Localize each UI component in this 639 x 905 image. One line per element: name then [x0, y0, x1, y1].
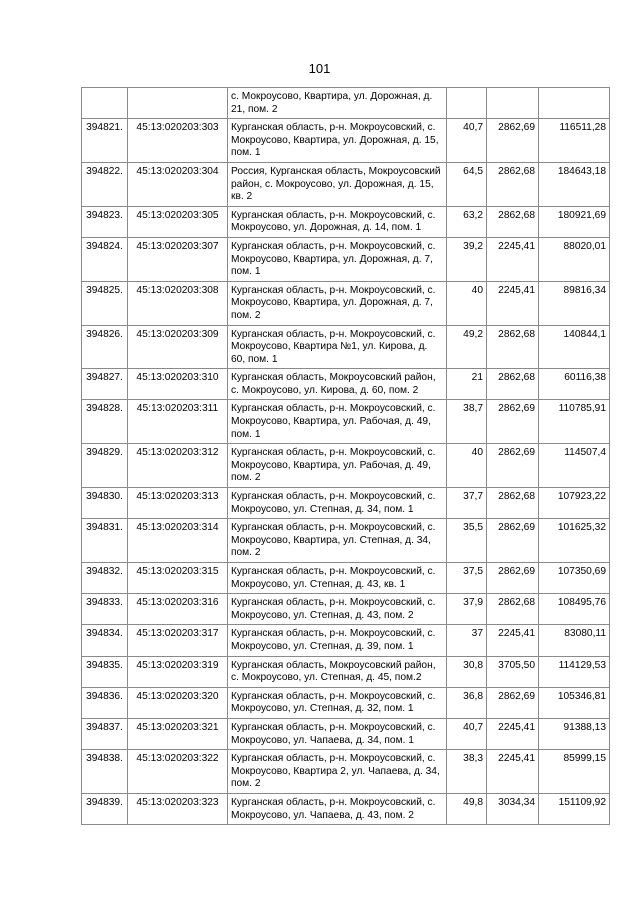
table-row — [82, 281, 610, 325]
area-cell — [447, 88, 487, 119]
cadastral-number-cell: 45:13:020203:321 — [128, 718, 228, 749]
rate-cell: 2862,68 — [487, 206, 539, 237]
table-row — [82, 687, 610, 718]
area-cell: 35,5 — [447, 519, 487, 563]
area-cell: 21 — [447, 369, 487, 400]
table-row — [82, 793, 610, 824]
row-number-cell: 394826. — [82, 325, 128, 369]
rate-cell: 3705,50 — [487, 656, 539, 687]
table-row — [82, 444, 610, 488]
cadastral-cost-cell: 83080,11 — [539, 625, 610, 656]
row-number-cell: 394825. — [82, 281, 128, 325]
cadastral-number-cell: 45:13:020203:304 — [128, 162, 228, 206]
cadastral-cost-cell: 88020,01 — [539, 237, 610, 281]
rate-cell — [487, 88, 539, 119]
row-number-cell: 394821. — [82, 119, 128, 163]
table-row — [82, 162, 610, 206]
row-number-cell: 394822. — [82, 162, 128, 206]
row-number-cell: 394827. — [82, 369, 128, 400]
cadastral-number-cell: 45:13:020203:305 — [128, 206, 228, 237]
cadastral-number-cell: 45:13:020203:315 — [128, 563, 228, 594]
table-row — [82, 488, 610, 519]
table-row — [82, 656, 610, 687]
rate-cell: 2862,69 — [487, 563, 539, 594]
area-cell: 40 — [447, 444, 487, 488]
address-cell: Курганская область, р-н. Мокроусовский, с. Мокроусово, Квартира, ул. Рабочая, д. 49, пом. 1 — [228, 400, 447, 444]
rate-cell: 2862,69 — [487, 400, 539, 444]
area-cell: 37,7 — [447, 488, 487, 519]
row-number-cell: 394837. — [82, 718, 128, 749]
rate-cell: 2862,68 — [487, 369, 539, 400]
row-number-cell: 394838. — [82, 750, 128, 794]
cadastral-cost-cell: 91388,13 — [539, 718, 610, 749]
rate-cell: 2245,41 — [487, 281, 539, 325]
table-row — [82, 325, 610, 369]
cadastral-number-cell: 45:13:020203:314 — [128, 519, 228, 563]
cadastral-cost-cell: 140844,1 — [539, 325, 610, 369]
area-cell: 49,8 — [447, 793, 487, 824]
cadastral-number-cell: 45:13:020203:311 — [128, 400, 228, 444]
cadastral-number-cell: 45:13:020203:320 — [128, 687, 228, 718]
address-cell: Курганская область, Мокроусовский район, с. Мокроусово, ул. Кирова, д. 60, пом. 2 — [228, 369, 447, 400]
cadastral-number-cell: 45:13:020203:308 — [128, 281, 228, 325]
row-number-cell: 394828. — [82, 400, 128, 444]
cadastral-number-cell: 45:13:020203:309 — [128, 325, 228, 369]
address-cell: Курганская область, р-н. Мокроусовский, с. Мокроусово, Квартира 2, ул. Чапаева, д. 34, пом. 2 — [228, 750, 447, 794]
cadastral-number-cell: 45:13:020203:312 — [128, 444, 228, 488]
address-cell: Курганская область, р-н. Мокроусовский, с. Мокроусово, ул. Степная, д. 43, пом. 2 — [228, 594, 447, 625]
row-number-cell: 394834. — [82, 625, 128, 656]
rate-cell: 2862,68 — [487, 162, 539, 206]
table-row — [82, 750, 610, 794]
area-cell: 37,5 — [447, 563, 487, 594]
address-cell: Курганская область, р-н. Мокроусовский, с. Мокроусово, ул. Степная, д. 32, пом. 1 — [228, 687, 447, 718]
table-row — [82, 563, 610, 594]
address-cell: Курганская область, р-н. Мокроусовский, с. Мокроусово, Квартира, ул. Дорожная, д. 7, пом. 2 — [228, 281, 447, 325]
page-number: 101 — [308, 61, 331, 76]
row-number-cell — [82, 88, 128, 119]
area-cell: 64,5 — [447, 162, 487, 206]
address-cell: Россия, Курганская область, Мокроусовский район, с. Мокроусово, ул. Дорожная, д. 15, кв. 2 — [228, 162, 447, 206]
row-number-cell: 394823. — [82, 206, 128, 237]
address-cell: Курганская область, р-н. Мокроусовский, с. Мокроусово, Квартира, ул. Дорожная, д. 7, пом. 1 — [228, 237, 447, 281]
table-row — [82, 119, 610, 163]
table-row — [82, 625, 610, 656]
rate-cell: 3034,34 — [487, 793, 539, 824]
cadastral-number-cell: 45:13:020203:307 — [128, 237, 228, 281]
cadastral-cost-cell: 107350,69 — [539, 563, 610, 594]
area-cell: 38,3 — [447, 750, 487, 794]
cadastral-cost-cell: 89816,34 — [539, 281, 610, 325]
area-cell: 49,2 — [447, 325, 487, 369]
cadastral-cost-cell: 114507,4 — [539, 444, 610, 488]
rate-cell: 2245,41 — [487, 718, 539, 749]
cadastral-number-cell: 45:13:020203:316 — [128, 594, 228, 625]
cadastral-cost-cell — [539, 88, 610, 119]
rate-cell: 2862,68 — [487, 594, 539, 625]
address-cell: Курганская область, р-н. Мокроусовский, с. Мокроусово, Квартира №1, ул. Кирова, д. 60, пом. 1 — [228, 325, 447, 369]
row-number-cell: 394839. — [82, 793, 128, 824]
area-cell: 38,7 — [447, 400, 487, 444]
table-row — [82, 594, 610, 625]
cadastral-number-cell: 45:13:020203:313 — [128, 488, 228, 519]
cadastral-cost-cell: 101625,32 — [539, 519, 610, 563]
rate-cell: 2862,69 — [487, 687, 539, 718]
cadastral-number-cell: 45:13:020203:319 — [128, 656, 228, 687]
address-cell: Курганская область, р-н. Мокроусовский, с. Мокроусово, ул. Дорожная, д. 14, пом. 1 — [228, 206, 447, 237]
address-cell: Курганская область, р-н. Мокроусовский, с. Мокроусово, ул. Степная, д. 39, пом. 1 — [228, 625, 447, 656]
address-cell: Курганская область, р-н. Мокроусовский, с. Мокроусово, ул. Степная, д. 43, кв. 1 — [228, 563, 447, 594]
address-cell: с. Мокроусово, Квартира, ул. Дорожная, д. 21, пом. 2 — [228, 88, 447, 119]
cadastral-number-cell: 45:13:020203:317 — [128, 625, 228, 656]
row-number-cell: 394832. — [82, 563, 128, 594]
rate-cell: 2245,41 — [487, 237, 539, 281]
table-row — [82, 237, 610, 281]
table-row — [82, 400, 610, 444]
cadastral-cost-cell: 184643,18 — [539, 162, 610, 206]
address-cell: Курганская область, р-н. Мокроусовский, с. Мокроусово, Квартира, ул. Рабочая, д. 49, пом. 2 — [228, 444, 447, 488]
row-number-cell: 394831. — [82, 519, 128, 563]
area-cell: 39,2 — [447, 237, 487, 281]
address-cell: Курганская область, р-н. Мокроусовский, с. Мокроусово, Квартира, ул. Дорожная, д. 15, пом. 1 — [228, 119, 447, 163]
table-row — [82, 369, 610, 400]
cadastral-cost-cell: 108495,76 — [539, 594, 610, 625]
rate-cell: 2862,68 — [487, 325, 539, 369]
cadastral-cost-cell: 180921,69 — [539, 206, 610, 237]
area-cell: 63,2 — [447, 206, 487, 237]
address-cell: Курганская область, р-н. Мокроусовский, с. Мокроусово, Квартира, ул. Степная, д. 34, пом. 2 — [228, 519, 447, 563]
area-cell: 40,7 — [447, 718, 487, 749]
address-cell: Курганская область, р-н. Мокроусовский, с. Мокроусово, ул. Степная, д. 34, пом. 1 — [228, 488, 447, 519]
address-cell: Курганская область, Мокроусовский район, с. Мокроусово, ул. Степная, д. 45, пом.2 — [228, 656, 447, 687]
cadastral-cost-cell: 114129,53 — [539, 656, 610, 687]
rate-cell: 2862,69 — [487, 119, 539, 163]
cadastral-number-cell — [128, 88, 228, 119]
cadastral-cost-cell: 105346,81 — [539, 687, 610, 718]
cadastral-number-cell: 45:13:020203:303 — [128, 119, 228, 163]
cadastral-cost-cell: 85999,15 — [539, 750, 610, 794]
row-number-cell: 394824. — [82, 237, 128, 281]
row-number-cell: 394836. — [82, 687, 128, 718]
rate-cell: 2245,41 — [487, 750, 539, 794]
row-number-cell: 394835. — [82, 656, 128, 687]
rate-cell: 2862,68 — [487, 488, 539, 519]
area-cell: 30,8 — [447, 656, 487, 687]
row-number-cell: 394833. — [82, 594, 128, 625]
rate-cell: 2245,41 — [487, 625, 539, 656]
area-cell: 40,7 — [447, 119, 487, 163]
area-cell: 40 — [447, 281, 487, 325]
table-row — [82, 206, 610, 237]
cadastral-cost-cell: 110785,91 — [539, 400, 610, 444]
cadastral-cost-cell: 151109,92 — [539, 793, 610, 824]
cadastral-cost-cell: 107923,22 — [539, 488, 610, 519]
cadastral-number-cell: 45:13:020203:322 — [128, 750, 228, 794]
table-body — [82, 88, 610, 825]
area-cell: 37 — [447, 625, 487, 656]
area-cell: 37,9 — [447, 594, 487, 625]
row-number-cell: 394830. — [82, 488, 128, 519]
rate-cell: 2862,69 — [487, 444, 539, 488]
cadastral-number-cell: 45:13:020203:323 — [128, 793, 228, 824]
row-number-cell: 394829. — [82, 444, 128, 488]
rate-cell: 2862,69 — [487, 519, 539, 563]
address-cell: Курганская область, р-н. Мокроусовский, с. Мокроусово, ул. Чапаева, д. 34, пом. 1 — [228, 718, 447, 749]
property-registry-table — [81, 87, 610, 825]
cadastral-number-cell: 45:13:020203:310 — [128, 369, 228, 400]
cadastral-cost-cell: 116511,28 — [539, 119, 610, 163]
table-row — [82, 718, 610, 749]
area-cell: 36,8 — [447, 687, 487, 718]
table-row — [82, 88, 610, 119]
address-cell: Курганская область, р-н. Мокроусовский, с. Мокроусово, ул. Чапаева, д. 43, пом. 2 — [228, 793, 447, 824]
cadastral-cost-cell: 60116,38 — [539, 369, 610, 400]
table-row — [82, 519, 610, 563]
